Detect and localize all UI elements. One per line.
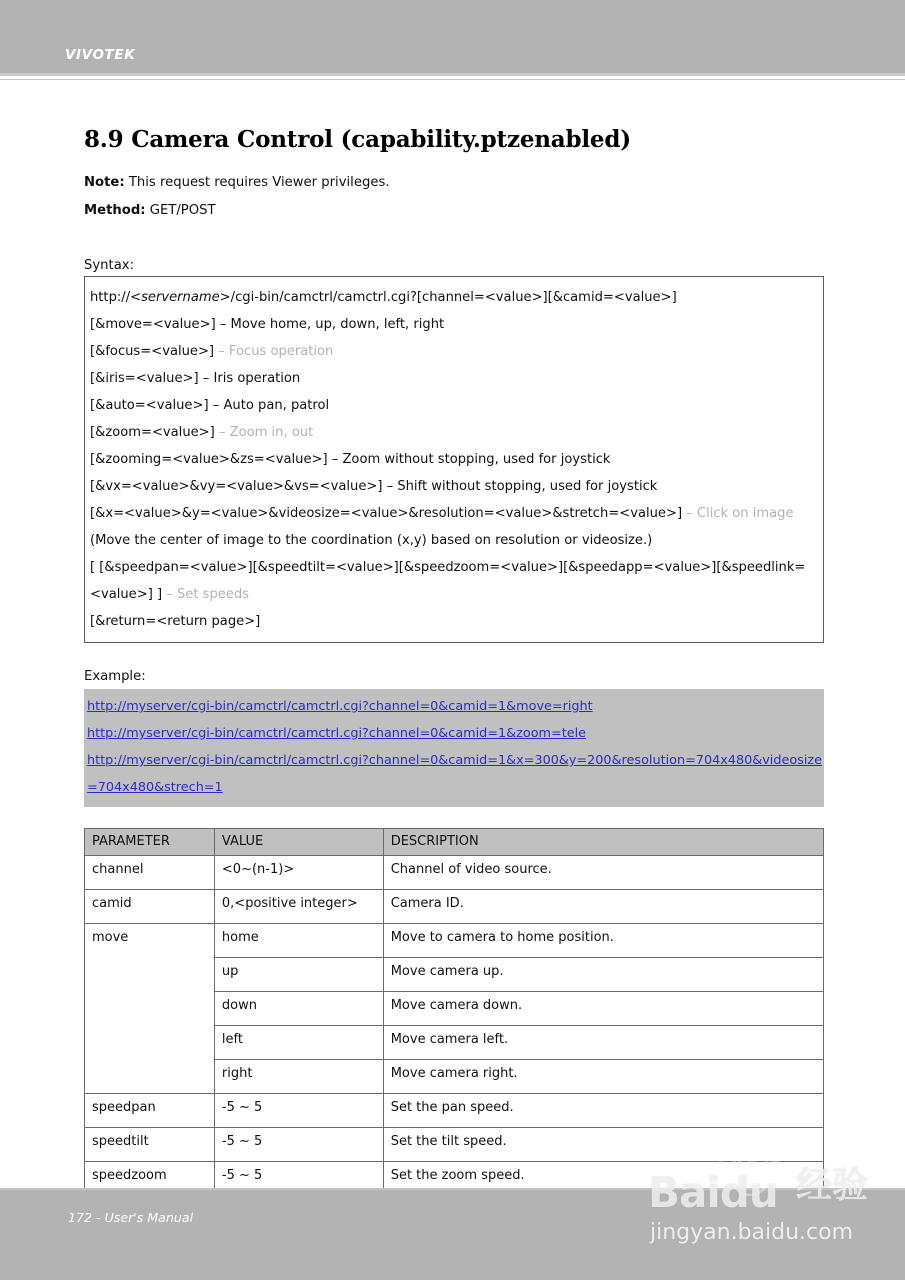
example-url-link[interactable]: http://myserver/cgi-bin/camctrl/camctrl.cgi?channel=0&camid=1&x=300&y=200&resolution=704x480&videosize=704x480&strech=1 bbox=[87, 753, 822, 795]
syntax-line bbox=[90, 473, 819, 500]
syntax-line bbox=[90, 365, 819, 392]
watermark-url: jingyan.baidu.com bbox=[650, 1220, 854, 1245]
syntax-text: [&vx=<value>&vy=<value>&vs=<value>] – Shift without stopping, used for joystick bbox=[90, 479, 658, 494]
syntax-box bbox=[84, 276, 824, 643]
method-label: Method: bbox=[84, 203, 146, 218]
example-block bbox=[84, 689, 824, 807]
method-value: GET/POST bbox=[149, 203, 216, 218]
syntax-text: [&move=<value>] – Move home, up, down, left, right bbox=[90, 317, 445, 332]
cell-description: Set the pan speed. bbox=[383, 1094, 823, 1128]
vivotek-logo: VIVOTEK bbox=[65, 47, 136, 63]
cell-value: home bbox=[214, 924, 383, 958]
cell-description: Move to camera to home position. bbox=[383, 924, 823, 958]
cell-value: -5 ~ 5 bbox=[214, 1094, 383, 1128]
cell-description: Set the zoom speed. bbox=[383, 1162, 823, 1196]
cell-value: <0~(n-1)> bbox=[214, 856, 383, 890]
table-row bbox=[85, 890, 824, 924]
watermark-wordmark: Baidu bbox=[648, 1168, 778, 1217]
syntax-line bbox=[90, 500, 819, 527]
note-text: This request requires Viewer privileges. bbox=[128, 175, 390, 190]
cell-value: up bbox=[214, 958, 383, 992]
syntax-text: [ [&speedpan=<value>][&speedtilt=<value>][&speedzoom=<value>][&speedapp=<value>][&speedlink=<value>] ] bbox=[90, 560, 806, 602]
note-line bbox=[84, 175, 390, 190]
table-row bbox=[85, 1128, 824, 1162]
page-title: 8.9 Camera Control (capability.ptzenabled) bbox=[84, 126, 631, 153]
cell-parameter: channel bbox=[85, 856, 215, 890]
example-url-link[interactable]: http://myserver/cgi-bin/camctrl/camctrl.cgi?channel=0&camid=1&zoom=tele bbox=[87, 726, 587, 741]
syntax-line bbox=[90, 284, 819, 311]
syntax-comment: – Zoom in, out bbox=[218, 425, 314, 440]
page-header-bar bbox=[0, 0, 905, 73]
example-url-link[interactable]: http://myserver/cgi-bin/camctrl/camctrl.cgi?channel=0&camid=1&move=right bbox=[87, 699, 593, 714]
table-row bbox=[85, 924, 824, 958]
syntax-line bbox=[90, 419, 819, 446]
cell-value: right bbox=[214, 1060, 383, 1094]
syntax-text: [&auto=<value>] – Auto pan, patrol bbox=[90, 398, 330, 413]
column-header-parameter: PARAMETER bbox=[85, 829, 215, 856]
syntax-text: /cgi-bin/camctrl/camctrl.cgi?[channel=<value>][&camid=<value>] bbox=[230, 290, 677, 305]
table-row bbox=[85, 1094, 824, 1128]
parameter-table bbox=[84, 828, 824, 1196]
example-caption: Example: bbox=[84, 669, 146, 684]
table-body bbox=[85, 856, 824, 1196]
syntax-text: [&zooming=<value>&zs=<value>] – Zoom without stopping, used for joystick bbox=[90, 452, 611, 467]
page-number-label: 172 - User's Manual bbox=[68, 1210, 194, 1225]
syntax-comment: – Focus operation bbox=[218, 344, 334, 359]
syntax-line bbox=[90, 338, 819, 365]
cell-parameter: camid bbox=[85, 890, 215, 924]
cell-parameter: speedzoom bbox=[85, 1162, 215, 1196]
cell-parameter: move bbox=[85, 924, 215, 1094]
column-header-value: VALUE bbox=[214, 829, 383, 856]
cell-value: 0,<positive integer> bbox=[214, 890, 383, 924]
header-shade bbox=[0, 73, 905, 76]
table-row bbox=[85, 856, 824, 890]
cell-description: Channel of video source. bbox=[383, 856, 823, 890]
cell-description: Move camera down. bbox=[383, 992, 823, 1026]
syntax-text: [&iris=<value>] – Iris operation bbox=[90, 371, 301, 386]
cell-description: Move camera right. bbox=[383, 1060, 823, 1094]
syntax-comment: – Set speeds bbox=[166, 587, 250, 602]
syntax-text: [&focus=<value>] bbox=[90, 344, 219, 359]
syntax-text: [&return=<return page>] bbox=[90, 614, 261, 629]
cell-description: Set the tilt speed. bbox=[383, 1128, 823, 1162]
footer-shade bbox=[0, 1188, 905, 1190]
syntax-line bbox=[90, 554, 819, 608]
cell-description: Move camera left. bbox=[383, 1026, 823, 1060]
table-header-row bbox=[85, 829, 824, 856]
syntax-placeholder: <servername> bbox=[130, 290, 231, 305]
syntax-line bbox=[90, 446, 819, 473]
syntax-line bbox=[90, 527, 819, 554]
cell-value: left bbox=[214, 1026, 383, 1060]
note-label: Note: bbox=[84, 175, 125, 190]
syntax-line bbox=[90, 311, 819, 338]
syntax-comment: – Click on image bbox=[686, 506, 794, 521]
syntax-line bbox=[90, 392, 819, 419]
syntax-text: [&x=<value>&y=<value>&videosize=<value>&resolution=<value>&stretch=<value>] bbox=[90, 506, 687, 521]
syntax-text: [&zoom=<value>] bbox=[90, 425, 219, 440]
column-header-description: DESCRIPTION bbox=[383, 829, 823, 856]
header-divider bbox=[0, 79, 905, 80]
cell-value: -5 ~ 5 bbox=[214, 1128, 383, 1162]
syntax-caption: Syntax: bbox=[84, 258, 135, 273]
page-footer-bar bbox=[0, 1188, 905, 1280]
syntax-text: (Move the center of image to the coordination (x,y) based on resolution or videosize.) bbox=[90, 533, 653, 548]
cell-description: Camera ID. bbox=[383, 890, 823, 924]
method-line bbox=[84, 203, 216, 218]
cell-value: down bbox=[214, 992, 383, 1026]
watermark-chinese-text: 经验 bbox=[796, 1165, 869, 1206]
syntax-line bbox=[90, 608, 819, 635]
syntax-text: http:// bbox=[90, 290, 131, 305]
cell-value: -5 ~ 5 bbox=[214, 1162, 383, 1196]
cell-parameter: speedtilt bbox=[85, 1128, 215, 1162]
cell-parameter: speedpan bbox=[85, 1094, 215, 1128]
cell-description: Move camera up. bbox=[383, 958, 823, 992]
